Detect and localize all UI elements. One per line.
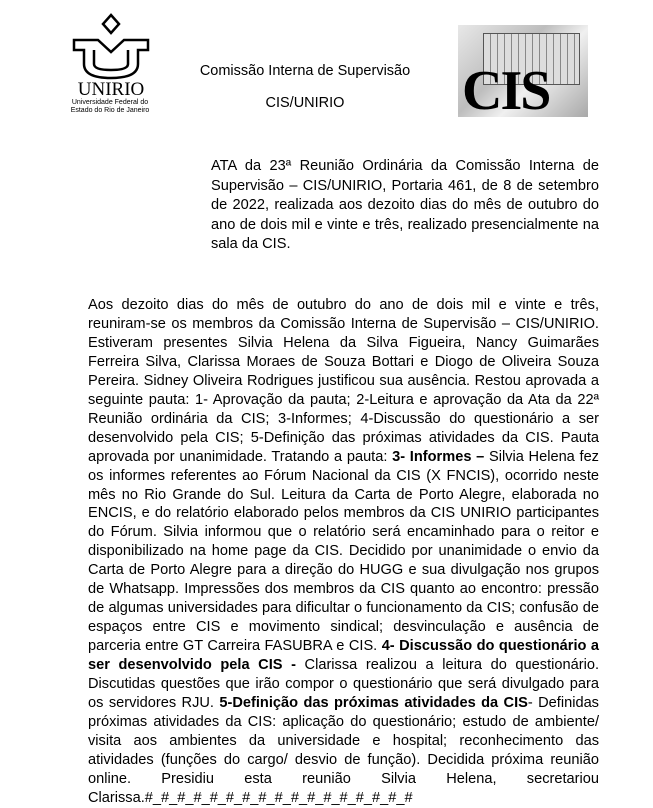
body-text-segment: Silvia Helena fez os informes referentes ao Fórum Nacional da CIS (X FNCIS), ocorrido neste mês no Rio Grande do Sul. Leitura da Carta de Porto Alegre, elaborada no ENCIS, e do relatório elaborado pelos membros da CIS UNIRIO participantes do Fórum. Silvia informou que o relatório será encaminhado para o reitor e disponibilizado na home page da CIS. Decidido por unanimidade o envio da Carta de Porto Alegre para a direção do HUGG e sua divulgação nos grupos de Whatsapp. Impressões dos membros da CIS quanto ao encontro: pressão de algumas universidades para dificultar o funcionamento da CIS; confusão de espaços entre CIS e movimento sindical; desvinculação e ausência de parceria entre GT Carreira FASUBRA e CIS. (88, 448, 599, 655)
body-text-segment: - Definidas próximas atividades da CIS: aplicação do questionário; estudo de ambiente/ visita aos ambientes da universidade e hospital; reconhecimento das atividades (funções do cargo/ desvio de função). Decidida próxima reunião online. Presidiu esta reunião Silvia Helena, secretariou Clarissa.#_#_#_#_#_#_#_#_#_#_#_#_#_#_#_#_# (88, 695, 599, 806)
body-text-segment: Clarissa realizou a leitura do questionário. Discutidas questões que irão compor o questionário que será divulgado para os servidores RJU. (88, 657, 599, 712)
cis-logo (458, 25, 588, 117)
agenda-heading: 5-Definição das próximas atividades da CIS (219, 695, 528, 712)
unirio-logo-text: UNIRIO (77, 79, 145, 100)
header-subtitle: CIS/UNIRIO (265, 95, 345, 111)
minutes-abstract: ATA da 23ª Reunião Ordinária da Comissão Interna de Supervisão – CIS/UNIRIO, Portaria 461, de 8 de setembro de 2022, realizada aos dezoito dias do mês de outubro do ano de dois mil e vinte e três, realizado presencialmente na sala da CIS. (211, 158, 599, 252)
minutes-body (88, 296, 599, 808)
unirio-logo-subtitle: Universidade Federal do Estado do Rio de Janeiro (70, 99, 150, 114)
agenda-heading: 3- Informes – (392, 448, 485, 465)
body-text-segment: Aos dezoito dias do mês de outubro do ano de dois mil e vinte e três, reuniram-se os membros da Comissão Interna de Supervisão – CIS/UNIRIO. Estiveram presentes Silvia Helena da Silva Figueira, Nancy Guimarães Ferreira Silva, Clarissa Moraes de Souza Bottari e Diogo de Oliveira Souza Pereira. Sidney Oliveira Rodrigues justificou sua ausência. Restou aprovada a seguinte pauta: 1- Aprovação da pauta; 2-Leitura e aprovação da Ata da 22ª Reunião ordinária da CIS; 3-Informes; 4-Discussão do questionário a ser desenvolvido pela CIS; 5-Definição das próximas atividades da CIS. Pauta aprovada por unanimidade. Tratando a pauta: (88, 297, 599, 465)
header-title: Comissão Interna de Supervisão (199, 63, 411, 79)
cis-logo-text: CIS (462, 60, 550, 117)
agenda-heading: 4- Discussão do questionário a ser desenvolvido pela CIS - (88, 638, 599, 674)
